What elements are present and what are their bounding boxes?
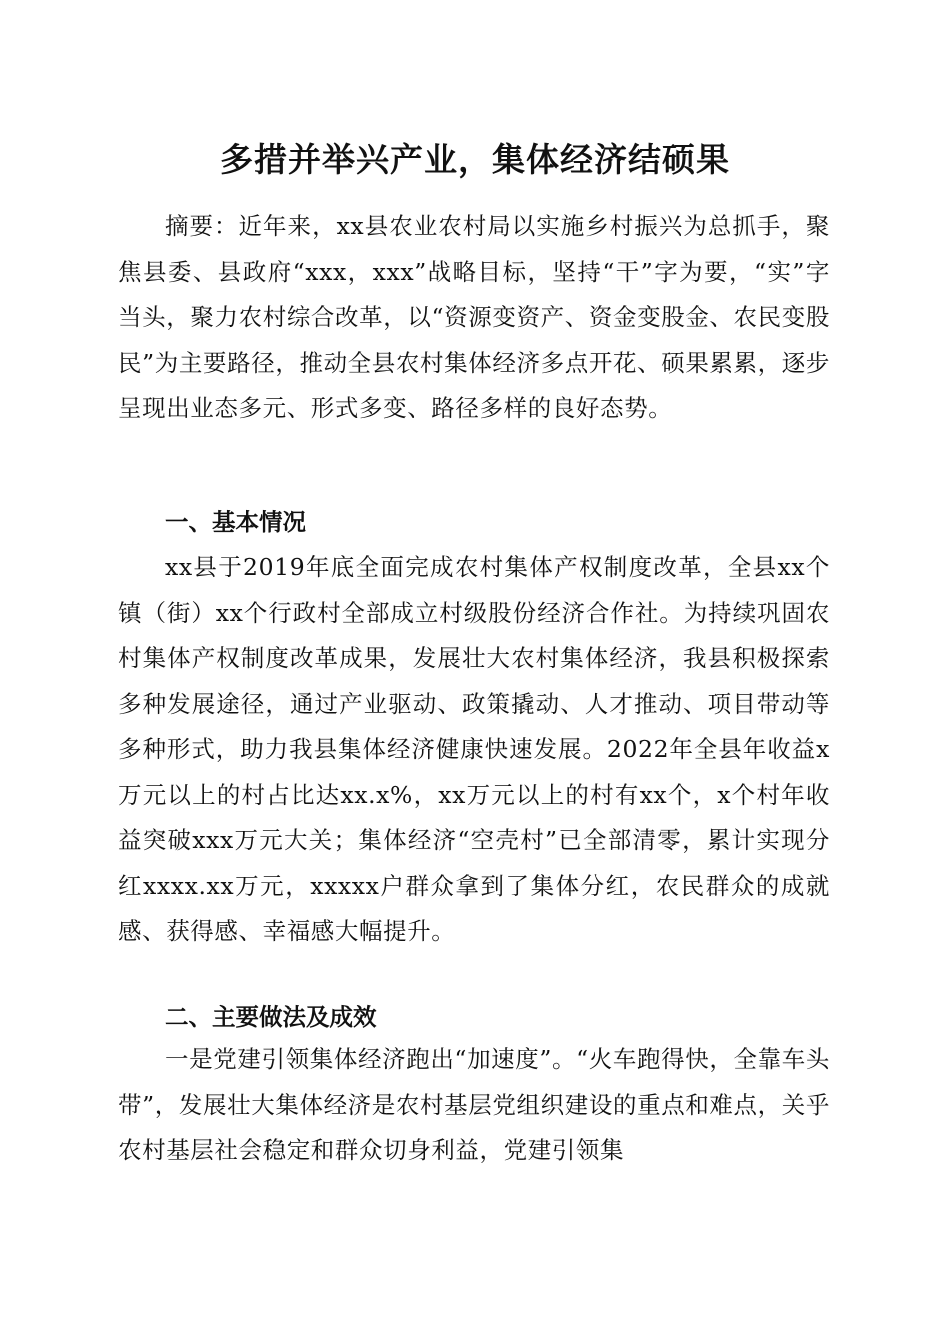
main-practices-paragraph: 一是党建引领集体经济跑出“加速度”。“火车跑得快，全靠车头带”，发展壮大集体经济是农村基层党组织建设的重点和难点，关乎农村基层社会稳定和群众切身利益，党建引领集 bbox=[118, 1045, 830, 1164]
abstract-paragraph: 摘要：近年来，xx县农业农村局以实施乡村振兴为总抓手，聚焦县委、县政府“xxx，xxx”战略目标，坚持“干”字为要，“实”字当头，聚力农村综合改革，以“资源变资产、资金变股金、农民变股民”为主要路径，推动全县农村集体经济多点开花、硕果累累，逐步呈现出业态多元、形式多变、路径多样的良好态势。 bbox=[118, 212, 830, 422]
basic-situation-paragraph: xx县于2019年底全面完成农村集体产权制度改革，全县xx个镇（街）xx个行政村全部成立村级股份经济合作社。为持续巩固农村集体产权制度改革成果，发展壮大农村集体经济，我县积极探索多种发展途径，通过产业驱动、政策撬动、人才推动、项目带动等多种形式，助力我县集体经济健康快速发展。2022年全县年收益x万元以上的村占比达xx.x%，xx万元以上的村有xx个，x个村年收益突破xxx万元大关；集体经济“空壳村”已全部清零，累计实现分红xxxx.xx万元，xxxxx户群众拿到了集体分红，农民群众的成就感、获得感、幸福感大幅提升。 bbox=[118, 553, 830, 945]
document-title: 多措并举兴产业，集体经济结硕果 bbox=[220, 140, 730, 179]
section-heading-main-practices: 二、主要做法及成效 bbox=[165, 1003, 377, 1031]
section-heading-basic-situation: 一、基本情况 bbox=[165, 508, 306, 536]
